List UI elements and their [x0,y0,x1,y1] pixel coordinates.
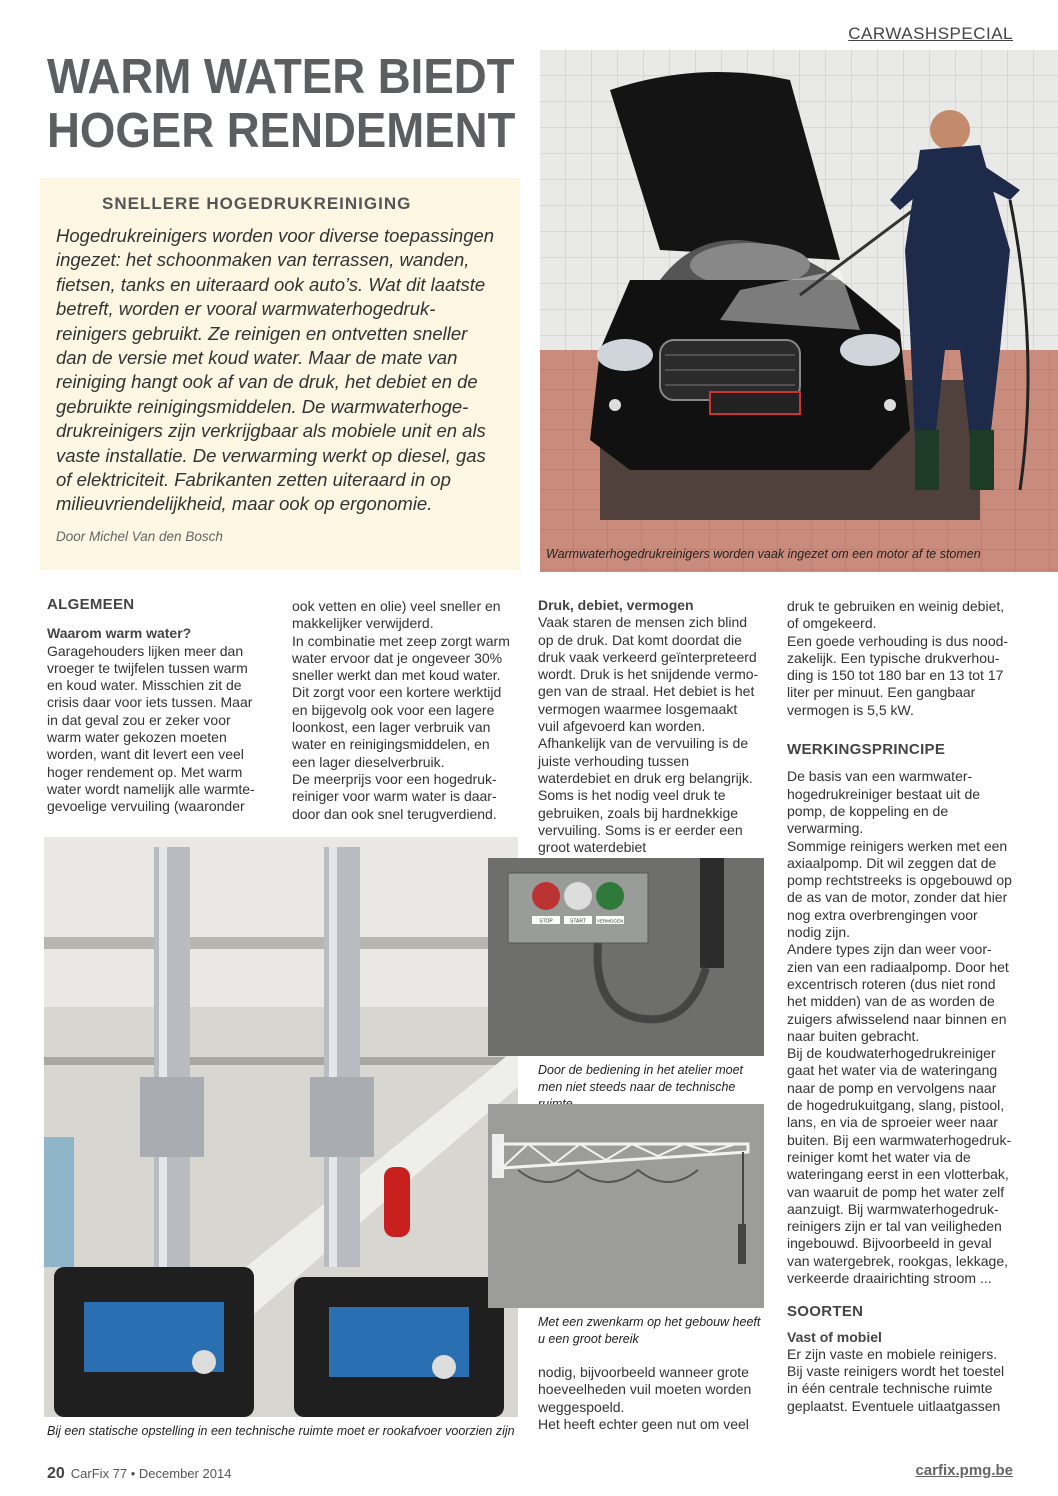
page-number: 20 [47,1465,65,1482]
col1-paragraph: Garagehouders lijken meer dan vroeger te twijfelen tussen warm en koud water. Misschien zit de crisis daar voor iets tussen. Maar in dat geval zou er zeker voor warm water gekozen moeten worden, want dit levert een veel hoger rendement op. Met warm water wordt namelijk alle warmte-gevoelige vervuiling (waaronder [47,642,255,815]
control-button-stop-label: STOP [539,918,553,925]
col4-paragraph-1: druk te gebruiken en weinig debiet, of omgekeerd. [787,598,1005,632]
intro-text: Hogedrukreinigers worden voor diverse toepassingen ingezet: het schoonmaken van terrassen, wanden, fietsen, tanks en uiteraard ook auto’s. Wat dit laatste betreft, worden er vooral warmwaterhogedruk-reinigers gebruikt. Ze reinigen en ontvetten sneller dan de versie met koud water. Maar de mate van reiniging hangt ook af van de druk, het debiet en de gebruikte reinigingsmiddelen. De warmwaterhoge-drukreinigers zijn verkrijgbaar als mobiele unit en als vaste installatie. De verwarming werkt op diesel, gas of elektriciteit. Fabrikanten zetten uiteraard in op milieuvriendelijkheid, maar ook op ergonomie. [56,225,495,515]
issue-label: CarFix 77 • December 2014 [70,1466,232,1481]
col3-paragraph-2: Afhankelijk van de vervuiling is de juiste verhouding tussen waterdebiet en druk erg belangrijk. Soms is het nodig veel druk te gebruiken, zoals bij hardnekkige vervuiling. Soms is er eerder een groot waterdebiet [538,735,753,856]
col4-paragraph-7: Er zijn vaste en mobiele reinigers. Bij vaste reinigers wordt het toestel in één centrale technische ruimte geplaatst. Eventuele uitlaatgassen [787,1345,1005,1414]
col3-paragraph-3: nodig, bijvoorbeeld wanneer grote hoeveelheden vuil moeten worden weggespoeld. [538,1364,752,1415]
headline [47,50,516,158]
column-1 [47,596,267,816]
intro-box [40,178,520,570]
col3-paragraph-4: Het heeft echter geen nut om veel [538,1415,749,1432]
caption-car-photo: Warmwaterhogedrukreinigers worden vaak ingezet om een motor af te stomen [546,547,981,561]
col2-paragraph-2: In combinatie met zeep zorgt warm water ervoor dat je ongeveer 30% sneller werkt dan met koud water. Dit zorgt voor een kortere werktijd en bijgevolg ook voor een lagere loonkost, een lager verbruik van water en reinigingsmiddelen, en een lager dieselverbruik. [292,632,510,770]
col3-paragraph-1: Vaak staren de mensen zich blind op de druk. Dat komt doordat die druk vaak verkeerd geïnterpreteerd wordt. Druk is het snijdende vermo-gen van de straal. Het debiet is het vermogen waarmee losgemaakt vuil afgevoerd kan worden. [538,614,759,735]
heading-werkingsprincipe: WERKINGSPRINCIPE [787,741,946,759]
caption-boiler-photo: Bij een statische opstelling in een technische ruimte moet er rookafvoer voorzien zijn [47,1424,515,1438]
col4-paragraph-2: Een goede verhouding is dus nood-zakelijk. Een typische drukverhou-ding is 150 tot 180 bar en 13 tot 17 liter per minuut. Een gangbaar vermogen is 5,5 kW. [787,632,1009,718]
headline-line-2: HOGER RENDEMENT [47,104,516,158]
col2-paragraph-1: ook vetten en olie) veel sneller en makkelijker verwijderd. [292,598,501,632]
col4-paragraph-5: Andere types zijn dan weer voor-zien van een radiaalpomp. Door het excentrisch roteren (dus niet rond het midden) van de as worden de zuigers afwisselend naar binnen en naar buiten gebracht. [787,941,1009,1044]
column-2 [292,598,514,823]
subheading-waarom-warm-water: Waarom warm water? [47,625,192,642]
caption-control-panel: Door de bediening in het atelier moet men niet steeds naar de technische [538,1063,743,1094]
headline-line-1: WARM WATER BIEDT [47,50,515,104]
caption-swivel-arm: Met een zwenkarm op het gebouw heeft u een groot bereik [538,1315,761,1346]
footer-website-link[interactable]: carfix.pmg.be [915,1462,1013,1479]
boiler-room-photo [44,837,518,1417]
heading-soorten: SOORTEN [787,1303,864,1321]
subheading-vast-of-mobiel: Vast of mobiel [787,1328,882,1345]
col4-paragraph-4: Sommige reinigers werken met een axiaalpomp. Dit wil zeggen dat de pomp rechtstreeks is opgebouwd op de as van de motor, zonder dat hier nog extra overbrengingen voor nodig zijn. [787,837,1012,941]
section-label: CARWASHSPECIAL [848,24,1013,43]
intro-heading: SNELLERE HOGEDRUKREINIGING [102,194,412,213]
col4-paragraph-3: De basis van een warmwater-hogedrukreiniger bestaat uit de pomp, de koppeling en de verwarming. [787,768,981,837]
byline: Door Michel Van den Bosch [56,528,223,544]
col2-paragraph-3: De meerprijs voor een hogedruk-reiniger voor warm water is daar-door dan ook snel terugverdiend. [292,770,497,822]
control-button-start-label: START [570,918,586,925]
subheading-druk-debiet-vermogen: Druk, debiet, vermogen [538,597,694,613]
swivel-arm-photo [488,1104,764,1308]
column-3-top [538,597,760,856]
column-3-bottom [538,1364,760,1433]
car-wash-photo [540,50,1058,572]
control-button-vermogen-label: VERMOGEN [596,918,624,924]
footer-issue-info [47,1465,231,1483]
control-panel-photo [488,858,764,1056]
column-4 [787,598,1015,1415]
heading-algemeen: ALGEMEEN [47,596,135,613]
col4-paragraph-6: Bij de koudwaterhogedrukreiniger gaat het water via de wateringang naar de pomp en vervolgens naar de hogedrukuitgang, slang, pistool, lans, en via de sproeier weer naar buiten. Bij een warmwaterhogedruk-reiniger komt het water via de wateringang eerst in een vlotterbak, van waaruit de pomp het water zelf aanzuigt. Bij warmwaterhogedruk-reinigers zijn er tal van veiligheden ingebouwd. Bijvoorbeeld in geval van watergebrek, rookgas, lekkage, verkeerde draairichting stroom ... [787,1045,1012,1286]
